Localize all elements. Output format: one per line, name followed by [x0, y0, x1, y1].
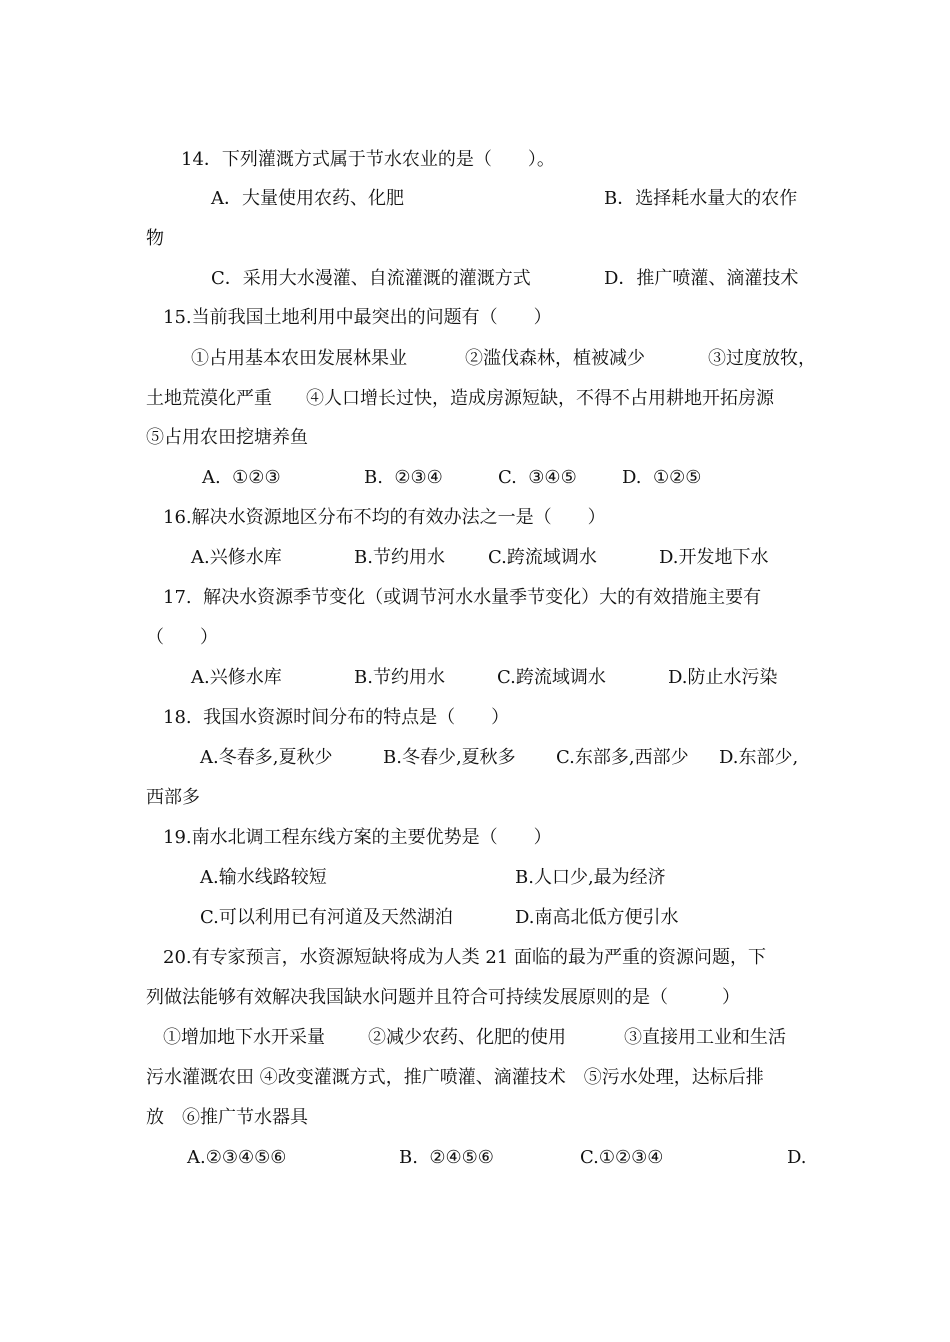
q18-option-b: B.冬春少,夏秋多	[383, 747, 516, 768]
q19-option-a: A.输水线路较短	[200, 867, 327, 888]
q15-stem: 15.当前我国土地利用中最突出的问题有（ ）	[163, 307, 552, 328]
q16-option-d: D.开发地下水	[659, 547, 769, 568]
q20-option-d: D.	[787, 1147, 807, 1168]
q14-option-d: D．推广喷灌、滴灌技术	[604, 268, 799, 289]
q20-item-2: ②减少农药、化肥的使用	[368, 1027, 566, 1048]
q20-option-a: A.②③④⑤⑥	[187, 1147, 287, 1168]
q15-item-2: ②滥伐森林，植被减少	[465, 348, 645, 369]
q16-option-b: B.节约用水	[354, 547, 445, 568]
q16-stem: 16.解决水资源地区分布不均的有效办法之一是（ ）	[163, 507, 606, 528]
q15-item-3-continued: 土地荒漠化严重	[146, 388, 272, 409]
q17-stem-continued: （ ）	[146, 627, 218, 648]
q19-stem: 19.南水北调工程东线方案的主要优势是（ ）	[163, 827, 552, 848]
q15-item-4: ④人口增长过快，造成房源短缺，不得不占用耕地开拓房源	[306, 388, 774, 409]
q18-option-c: C.东部多,西部少	[556, 747, 689, 768]
q20-items-line-3: 放 ⑥推广节水器具	[146, 1107, 308, 1128]
q18-option-a: A.冬春多,夏秋少	[200, 747, 333, 768]
q15-item-1: ①占用基本农田发展林果业	[191, 348, 407, 369]
q15-option-a: A. ①②③	[202, 467, 281, 488]
q14-option-c: C．采用大水漫灌、自流灌溉的灌溉方式	[211, 268, 531, 289]
q20-item-3: ③直接用工业和生活	[624, 1027, 786, 1048]
q20-item-1: ①增加地下水开采量	[163, 1027, 325, 1048]
q15-option-d: D. ①②⑤	[622, 467, 702, 488]
q14-option-a: A．大量使用农药、化肥	[211, 188, 404, 209]
q17-option-a: A.兴修水库	[191, 667, 282, 688]
q19-option-d: D.南高北低方便引水	[515, 907, 679, 928]
q20-stem: 20.有专家预言，水资源短缺将成为人类 21 面临的最为严重的资源问题，下	[163, 947, 766, 968]
q14-stem: 14．下列灌溉方式属于节水农业的是（ ）。	[181, 149, 555, 170]
q20-option-b: B. ②④⑤⑥	[399, 1147, 494, 1168]
q15-item-5: ⑤占用农田挖塘养鱼	[146, 427, 308, 448]
q14-option-b-continued: 物	[146, 228, 164, 249]
q19-option-c: C.可以利用已有河道及天然湖泊	[200, 907, 453, 928]
q15-option-b: B. ②③④	[364, 467, 443, 488]
q19-option-b: B.人口少,最为经济	[515, 867, 666, 888]
q20-items-line-2: 污水灌溉农田 ④改变灌溉方式，推广喷灌、滴灌技术 ⑤污水处理，达标后排	[146, 1067, 764, 1088]
q17-option-d: D.防止水污染	[668, 667, 778, 688]
q17-stem: 17. 解决水资源季节变化（或调节河水水量季节变化）大的有效措施主要有	[163, 587, 762, 608]
q15-option-c: C. ③④⑤	[498, 467, 577, 488]
q18-stem: 18. 我国水资源时间分布的特点是（ ）	[163, 707, 510, 728]
q20-option-c: C.①②③④	[580, 1147, 664, 1168]
q20-stem-continued: 列做法能够有效解决我国缺水问题并且符合可持续发展原则的是（ ）	[146, 987, 740, 1008]
q18-option-d: D.东部少,	[719, 747, 799, 768]
q16-option-c: C.跨流域调水	[488, 547, 597, 568]
q17-option-b: B.节约用水	[354, 667, 445, 688]
q16-option-a: A.兴修水库	[191, 547, 282, 568]
q18-option-d-continued: 西部多	[146, 787, 200, 808]
q15-item-3: ③过度放牧，	[708, 348, 816, 369]
q17-option-c: C.跨流域调水	[497, 667, 606, 688]
q14-option-b: B．选择耗水量大的农作	[604, 188, 798, 209]
